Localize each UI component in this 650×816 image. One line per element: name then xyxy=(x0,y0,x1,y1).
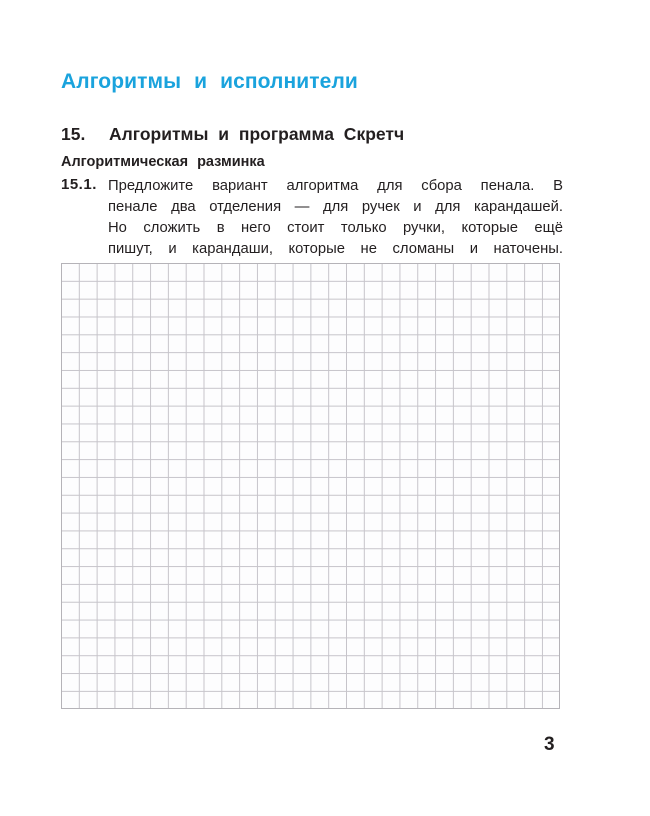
task-text-line: Предложите вариант алгоритма для сбора пенала. В xyxy=(108,178,563,194)
task-text xyxy=(108,176,563,260)
task-text-line: пенале два отделения — для ручек и для карандашей. xyxy=(108,199,563,215)
chapter-title: Алгоритмы и исполнители xyxy=(61,70,358,93)
subsection-title: Алгоритмическая разминка xyxy=(61,154,265,170)
section-title: Алгоритмы и программа Скретч xyxy=(109,124,405,144)
task-text-line: пишут, и карандаши, которые не сломаны и наточены. xyxy=(108,241,563,257)
task-number: 15.1. xyxy=(61,176,97,193)
section-heading xyxy=(61,124,404,145)
page-number: 3 xyxy=(544,734,555,755)
section-number: 15. xyxy=(61,124,86,144)
answer-grid[interactable] xyxy=(61,263,560,709)
task-text-line: Но сложить в него стоит только ручки, которые ещё xyxy=(108,220,563,236)
